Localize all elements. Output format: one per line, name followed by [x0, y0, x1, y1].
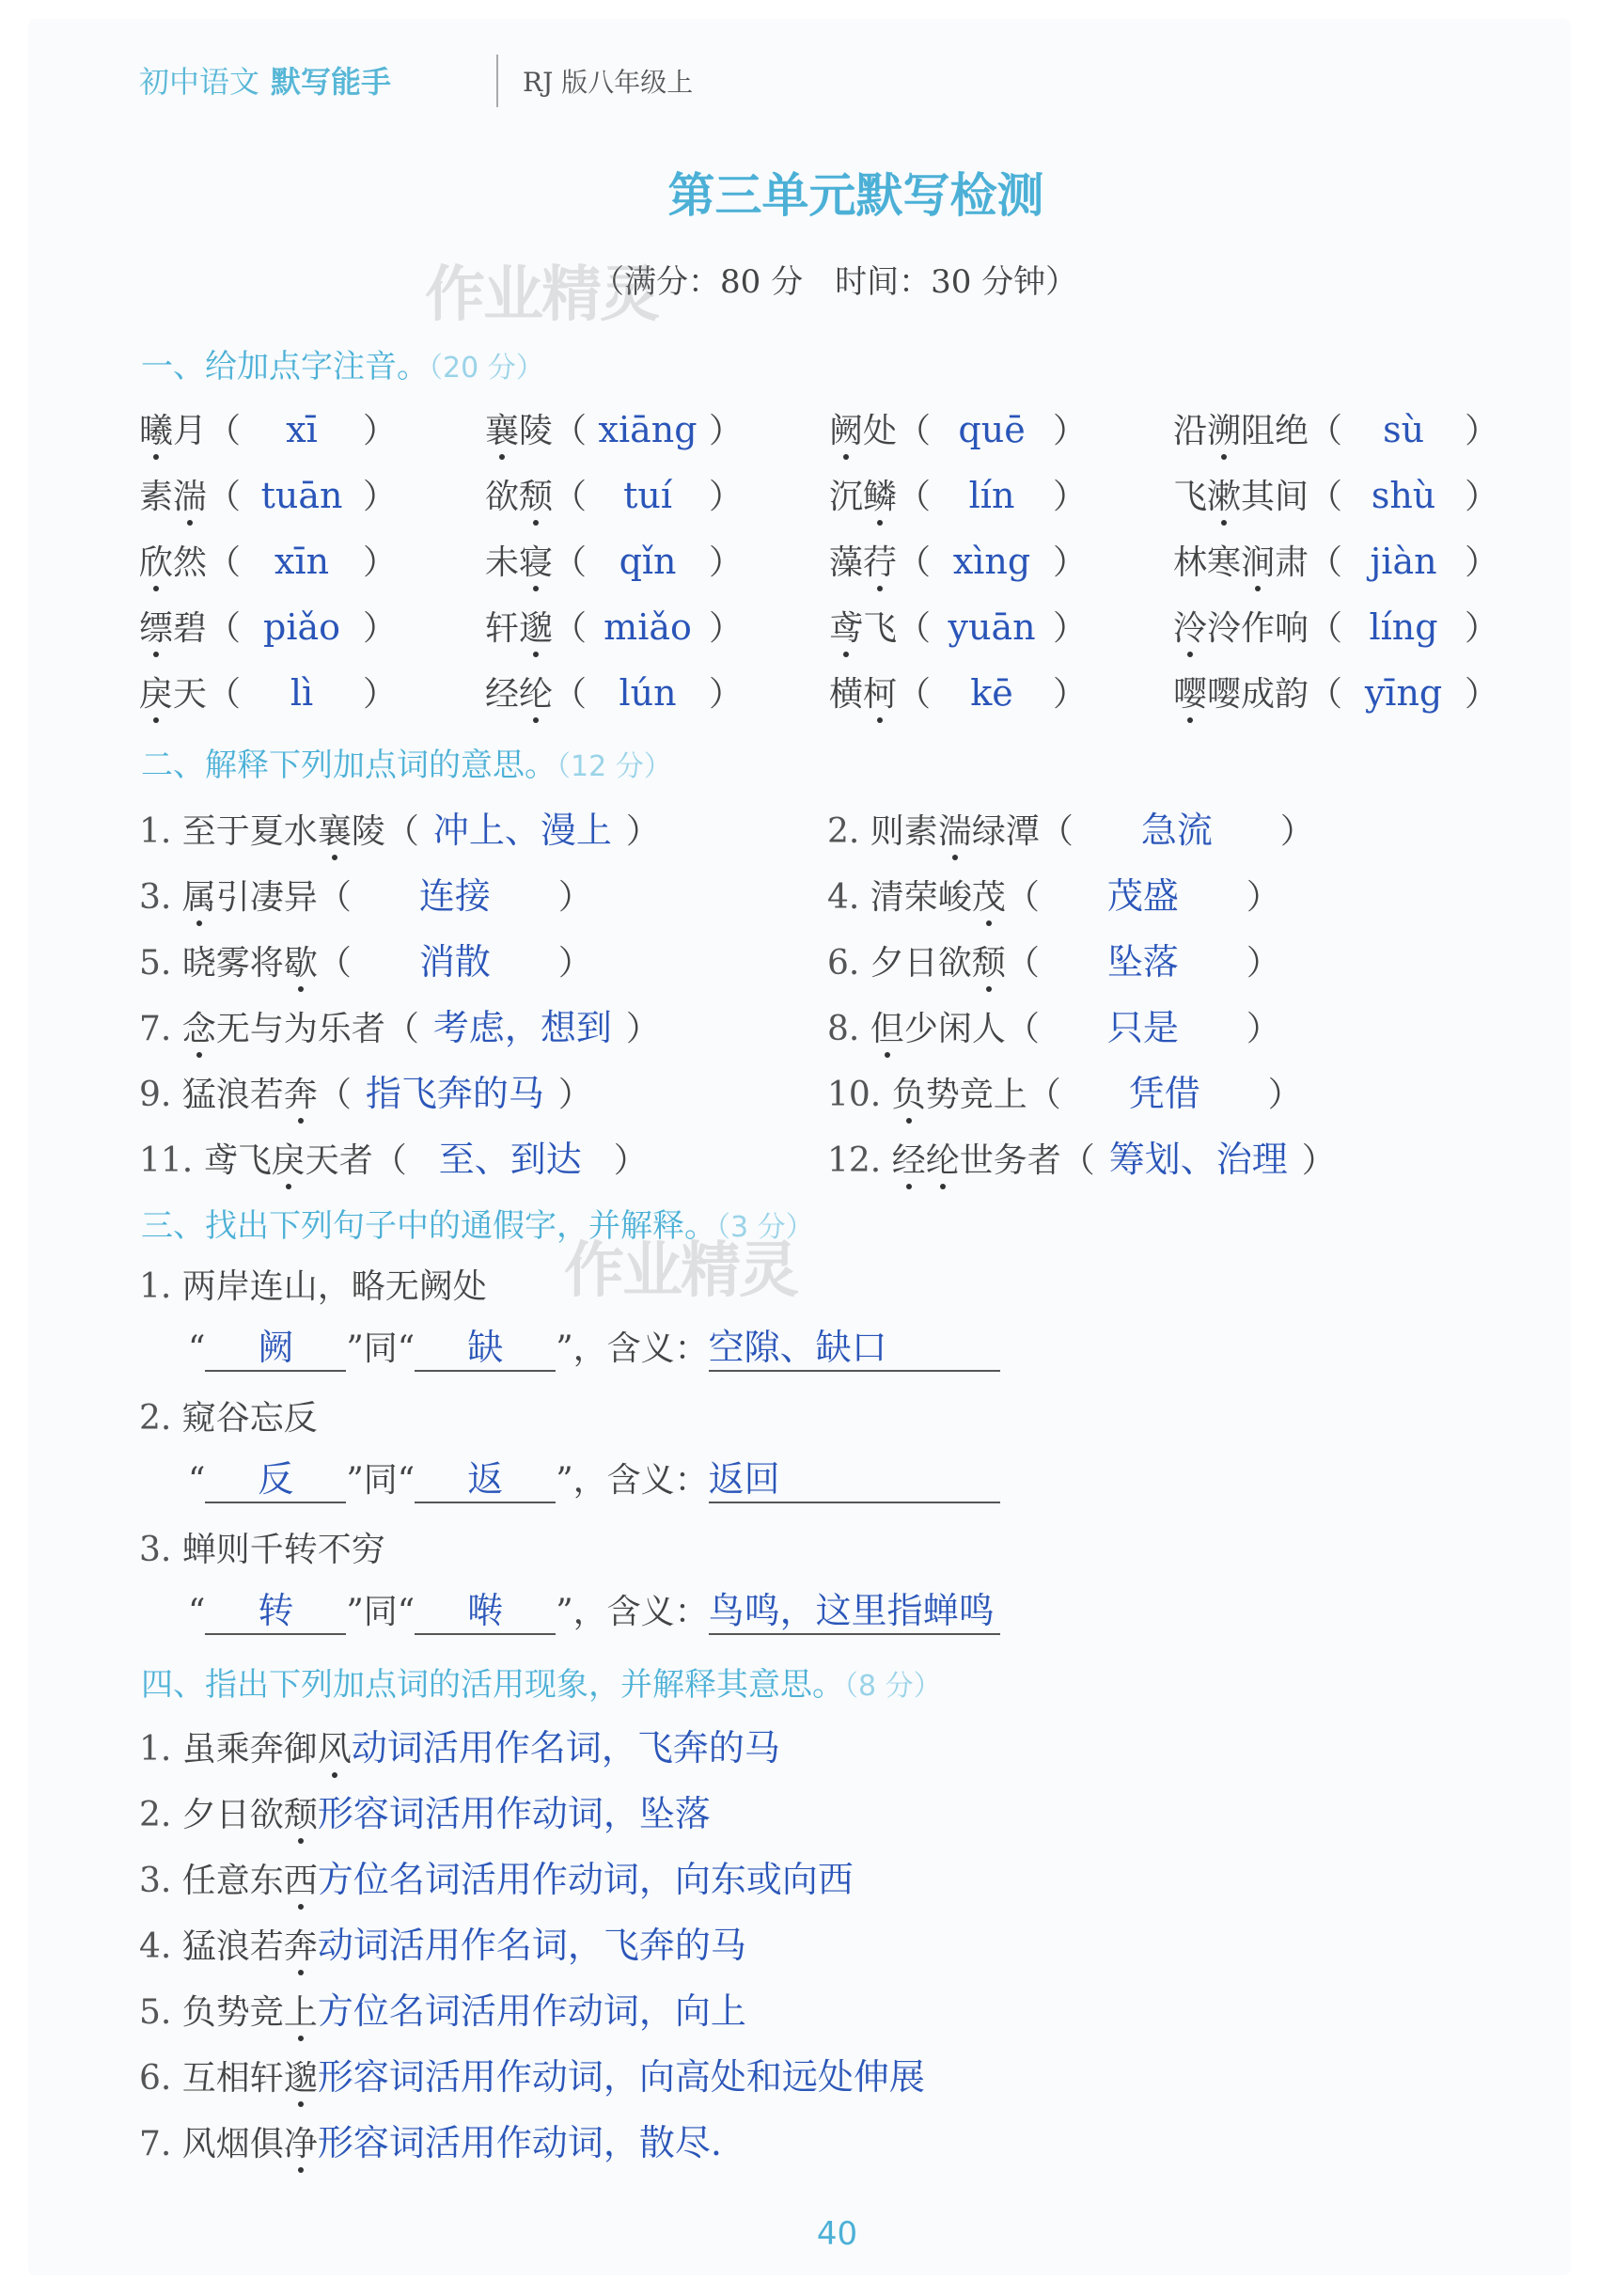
tongjia-sentence	[139, 1260, 487, 1308]
dotted-char: 缥	[139, 609, 174, 648]
pinyin-word: 曦月	[139, 412, 208, 450]
item-number: 4.	[827, 878, 870, 917]
dotted-char: 鸢	[829, 609, 864, 648]
pinyin-item: 藻荇（ xìng ）	[829, 541, 1088, 582]
definition-phrase: 属引凄异	[181, 878, 318, 917]
conversion-answer[interactable]: 形容词活用作动词，向高处和远处伸展	[317, 2056, 925, 2098]
original-char-blank[interactable]: 返	[415, 1450, 556, 1503]
definition-answer[interactable]: 指飞奔的马	[365, 1073, 544, 1114]
definition-phrase: 则素湍绿潭	[870, 812, 1040, 851]
pinyin-answer[interactable]: sù	[1383, 409, 1425, 450]
conversion-answer[interactable]: 动词活用作名词，飞奔的马	[317, 1925, 746, 1966]
dotted-char: 纶	[519, 675, 554, 714]
pinyin-word: 戾天	[139, 675, 208, 714]
dotted-char: 经	[891, 1141, 926, 1180]
item-number: 6.	[827, 944, 870, 983]
dotted-char: 湍	[173, 478, 208, 516]
header-edition: RJ 版八年级上	[523, 67, 694, 98]
definition-phrase: 晓雾将歇	[181, 944, 318, 983]
item-number: 8.	[827, 1010, 870, 1048]
meaning-blank[interactable]: 返回	[709, 1450, 1000, 1503]
conversion-answer[interactable]: 方位名词活用作动词，向上	[317, 1990, 746, 2032]
definition-item: 8. 但少闲人（ 只是 ）	[827, 999, 1280, 1050]
dotted-char: 阙	[829, 412, 864, 450]
pinyin-word: 鸢飞	[829, 609, 898, 648]
pinyin-word: 横柯	[829, 675, 898, 714]
tongjia-char-blank[interactable]: 反	[205, 1450, 346, 1503]
pinyin-answer[interactable]: yīng	[1364, 672, 1443, 714]
pinyin-answer[interactable]: kē	[970, 672, 1013, 714]
pinyin-word: 欲颓	[485, 478, 554, 516]
definition-phrase: 经纶世务者	[891, 1141, 1061, 1180]
dotted-char: 颓	[283, 1796, 318, 1834]
conversion-item	[139, 1982, 746, 2034]
dotted-char: 负	[891, 1076, 926, 1114]
definition-item: 5. 晓雾将歇（ 消散 ）	[139, 933, 592, 984]
pinyin-item: 欣然（ xīn ）	[139, 541, 398, 582]
item-number: 2.	[139, 1796, 182, 1834]
item-number: 4.	[139, 1927, 182, 1966]
meaning-blank[interactable]: 鸟鸣，这里指蝉鸣	[709, 1581, 1000, 1635]
pinyin-answer[interactable]: tuí	[623, 475, 672, 516]
conversion-phrase: 虽乘奔御风	[181, 1730, 352, 1769]
pinyin-word: 经纶	[485, 675, 554, 714]
tongjia-sentence	[139, 1392, 318, 1439]
pinyin-word: 藻荇	[829, 543, 898, 582]
dotted-char: 但	[870, 1010, 904, 1048]
definition-answer[interactable]: 筹划、治理	[1108, 1139, 1288, 1180]
pinyin-answer[interactable]: quē	[958, 409, 1026, 450]
pinyin-item: 缥碧（ piǎo ）	[139, 606, 398, 648]
item-number: 5.	[139, 944, 182, 983]
conversion-answer[interactable]: 方位名词活用作动词，向东或向西	[317, 1859, 854, 1900]
definition-phrase: 至于夏水襄陵	[181, 812, 385, 851]
page-number: 40	[816, 2215, 858, 2253]
definition-item: 7. 念无与为乐者（ 考虑，想到 ）	[139, 999, 660, 1050]
item-number: 7.	[139, 2125, 182, 2163]
pinyin-item: 襄陵（ xiāng ）	[485, 409, 744, 450]
definition-phrase: 猛浪若奔	[181, 1076, 318, 1114]
sentence-text: 两岸连山，略无阙处	[181, 1267, 487, 1306]
pinyin-answer[interactable]: xīn	[274, 541, 330, 582]
pinyin-word: 襄陵	[485, 412, 554, 450]
pinyin-word: 欣然	[139, 543, 208, 582]
sentence-text: 窥谷忘反	[181, 1399, 318, 1438]
pinyin-word: 阙处	[829, 412, 898, 450]
pinyin-item: 欲颓（ tuí ）	[485, 475, 744, 516]
definition-answer[interactable]: 考虑，想到	[432, 1007, 612, 1048]
tongjia-char-blank[interactable]: 阙	[205, 1318, 346, 1372]
definition-answer[interactable]: 至、到达	[438, 1139, 582, 1180]
header-series: 初中语文 默写能手	[139, 64, 392, 100]
definition-answer[interactable]: 坠落	[1106, 941, 1179, 983]
original-char-blank[interactable]: 缺	[415, 1318, 556, 1372]
pinyin-word: 泠泠作响	[1173, 609, 1309, 648]
item-number: 3.	[139, 1862, 182, 1900]
item-number: 2.	[827, 812, 870, 851]
pinyin-word: 飞漱其间	[1173, 478, 1309, 516]
item-number: 9.	[139, 1076, 182, 1114]
definition-item: 12. 经纶世务者（ 筹划、治理 ）	[827, 1130, 1336, 1182]
pinyin-answer[interactable]: shù	[1371, 475, 1436, 516]
pinyin-word: 嘤嘤成韵	[1173, 675, 1309, 714]
pinyin-item: 沿溯阻绝（ sù ）	[1173, 409, 1499, 450]
conversion-phrase: 猛浪若奔	[181, 1927, 318, 1966]
dotted-char: 邈	[283, 2059, 318, 2098]
dotted-char: 泠	[1173, 609, 1208, 648]
item-number: 1.	[139, 1267, 182, 1306]
definition-item: 4. 清荣峻茂（ 茂盛 ）	[827, 867, 1280, 919]
pinyin-item: 素湍（ tuān ）	[139, 475, 398, 516]
pinyin-word: 沿溯阻绝	[1173, 412, 1309, 450]
item-number: 3.	[139, 1531, 182, 1569]
section-2-heading: 二、解释下列加点词的意思。（12 分）	[141, 747, 672, 784]
section-1-heading: 一、给加点字注音。（20 分）	[141, 348, 544, 385]
definition-phrase: 但少闲人	[870, 1010, 1006, 1048]
dotted-char: 西	[283, 1862, 318, 1900]
dotted-char: 茂	[971, 878, 1006, 917]
dotted-char: 漱	[1207, 478, 1242, 516]
dotted-char: 涧	[1241, 543, 1276, 582]
definition-phrase: 鸢飞戾天者	[203, 1141, 373, 1180]
dotted-char: 净	[283, 2125, 318, 2163]
definition-item: 9. 猛浪若奔（ 指飞奔的马 ）	[139, 1064, 592, 1116]
dotted-char: 念	[181, 1010, 216, 1048]
conversion-item	[139, 1850, 854, 1902]
item-number: 6.	[139, 2059, 182, 2098]
pinyin-answer[interactable]: lún	[619, 672, 677, 714]
tongjia-answer-line: “ 转 ”同“ 啭 ”，含义：鸟鸣，这里指蝉鸣	[188, 1581, 1000, 1635]
pinyin-word: 未寝	[485, 543, 554, 582]
pinyin-word: 素湍	[139, 478, 208, 516]
definition-item: 1. 至于夏水襄陵（ 冲上、漫上 ）	[139, 801, 660, 853]
watermark: 作业精灵	[425, 260, 658, 330]
pinyin-answer[interactable]: xiāng	[598, 409, 698, 450]
tongjia-answer-line: “ 阙 ”同“ 缺 ”，含义：空隙、缺口	[188, 1318, 1000, 1372]
pinyin-item: 飞漱其间（ shù ）	[1173, 475, 1499, 516]
item-number: 5.	[139, 1993, 182, 2032]
dotted-char: 曦	[139, 412, 174, 450]
dotted-char: 襄	[485, 412, 520, 450]
tongjia-sentence	[139, 1523, 385, 1571]
definition-answer[interactable]: 急流	[1140, 810, 1213, 851]
pinyin-item: 经纶（ lún ）	[485, 672, 744, 714]
dotted-char: 上	[283, 1993, 318, 2032]
pinyin-answer[interactable]: tuān	[260, 475, 343, 516]
pinyin-word: 缥碧	[139, 609, 208, 648]
pinyin-item: 沉鳞（ lín ）	[829, 475, 1088, 516]
item-number: 1.	[139, 812, 182, 851]
dotted-char: 湍	[937, 812, 972, 851]
section-4-heading: 四、指出下列加点词的活用现象，并解释其意思。（8 分）	[141, 1666, 942, 1704]
pinyin-answer[interactable]: yuān	[948, 606, 1036, 648]
definition-phrase: 念无与为乐者	[181, 1010, 385, 1048]
pinyin-item: 横柯（ kē ）	[829, 672, 1088, 714]
pinyin-answer[interactable]: lín	[968, 475, 1015, 516]
pinyin-item: 戾天（ lì ）	[139, 672, 398, 714]
item-number: 7.	[139, 1010, 182, 1048]
pinyin-word: 沉鳞	[829, 478, 898, 516]
conversion-phrase: 负势竞上	[181, 1993, 318, 2032]
dotted-char: 柯	[863, 675, 898, 714]
conversion-item	[139, 1719, 780, 1770]
conversion-item	[139, 1916, 746, 1968]
definition-item: 10. 负势竞上（ 凭借 ）	[827, 1064, 1302, 1116]
dotted-char: 欣	[139, 543, 174, 582]
item-number: 10.	[827, 1076, 892, 1114]
conversion-item	[139, 1785, 711, 1836]
definition-item: 11. 鸢飞戾天者（ 至、到达 ）	[139, 1130, 648, 1182]
conversion-phrase: 任意东西	[181, 1862, 318, 1900]
dotted-char: 纶	[925, 1141, 960, 1180]
dotted-char: 奔	[283, 1927, 318, 1966]
pinyin-answer[interactable]: piǎo	[263, 606, 341, 648]
definition-phrase: 夕日欲颓	[870, 944, 1006, 983]
meaning-blank[interactable]: 空隙、缺口	[709, 1318, 1000, 1372]
definition-phrase: 清荣峻茂	[870, 878, 1006, 917]
item-number: 2.	[139, 1399, 182, 1438]
dotted-char: 奔	[283, 1076, 318, 1114]
pinyin-answer[interactable]: qǐn	[619, 541, 677, 582]
pinyin-item: 泠泠作响（ líng ）	[1173, 606, 1499, 648]
pinyin-item: 林寒涧肃（ jiàn ）	[1173, 541, 1499, 582]
header-divider	[496, 55, 498, 107]
dotted-char: 歇	[283, 944, 318, 983]
item-number: 11.	[139, 1141, 204, 1180]
conversion-answer[interactable]: 形容词活用作动词，坠落	[317, 1793, 711, 1834]
dotted-char: 戾	[139, 675, 174, 714]
page-title: 第三单元默写检测	[667, 168, 1044, 223]
dotted-char: 属	[181, 878, 216, 917]
definition-answer[interactable]: 凭借	[1128, 1073, 1200, 1114]
dotted-char: 荇	[863, 543, 898, 582]
definition-answer[interactable]: 冲上、漫上	[432, 810, 612, 851]
exam-info: （满分：80 分 时间：30 分钟）	[592, 263, 1078, 301]
item-number: 12.	[827, 1141, 892, 1180]
definition-phrase: 负势竞上	[891, 1076, 1027, 1114]
definition-answer[interactable]: 只是	[1106, 1007, 1179, 1048]
conversion-item	[139, 2048, 925, 2099]
section-3-heading: 三、找出下列句子中的通假字，并解释。（3 分）	[141, 1207, 814, 1245]
item-number: 3.	[139, 878, 182, 917]
pinyin-word: 轩邈	[485, 609, 554, 648]
pinyin-item: 未寝（ qǐn ）	[485, 541, 744, 582]
dotted-char: 嘤	[1173, 675, 1208, 714]
conversion-phrase: 互相轩邈	[181, 2059, 318, 2098]
tongjia-answer-line: “ 反 ”同“ 返 ”，含义：返回	[188, 1450, 1000, 1503]
dotted-char: 邈	[519, 609, 554, 648]
conversion-answer[interactable]: 动词活用作名词，飞奔的马	[351, 1727, 780, 1769]
conversion-phrase: 夕日欲颓	[181, 1796, 318, 1834]
definition-item: 2. 则素湍绿潭（ 急流 ）	[827, 801, 1314, 853]
pinyin-answer[interactable]: líng	[1369, 606, 1438, 648]
dotted-char: 戾	[271, 1141, 306, 1180]
watermark: 作业精灵	[564, 1236, 797, 1306]
conversion-answer[interactable]: 形容词活用作动词，散尽.	[317, 2122, 722, 2163]
dotted-char: 鳞	[863, 478, 898, 516]
pinyin-answer[interactable]: xìng	[952, 541, 1031, 582]
pinyin-answer[interactable]: miǎo	[604, 606, 692, 648]
tongjia-char-blank[interactable]: 转	[205, 1581, 346, 1635]
conversion-phrase: 风烟俱净	[181, 2125, 318, 2163]
header-brand: 默写能手	[271, 64, 392, 100]
pinyin-word: 林寒涧肃	[1173, 543, 1309, 582]
definition-item: 6. 夕日欲颓（ 坠落 ）	[827, 933, 1280, 984]
pinyin-item: 鸢飞（ yuān ）	[829, 606, 1088, 648]
pinyin-item: 轩邈（ miǎo ）	[485, 606, 744, 648]
pinyin-answer[interactable]: jiàn	[1370, 541, 1437, 582]
definition-answer[interactable]: 消散	[418, 941, 491, 983]
dotted-char: 溯	[1207, 412, 1242, 450]
definition-item: 3. 属引凄异（ 连接 ）	[139, 867, 592, 919]
item-number: 1.	[139, 1730, 182, 1769]
dotted-char: 风	[317, 1730, 352, 1769]
definition-answer[interactable]: 茂盛	[1106, 875, 1179, 917]
dotted-char: 颓	[519, 478, 554, 516]
definition-answer[interactable]: 连接	[418, 875, 491, 917]
original-char-blank[interactable]: 啭	[415, 1581, 556, 1635]
pinyin-item: 嘤嘤成韵（ yīng ）	[1173, 672, 1499, 714]
pinyin-answer[interactable]: xī	[286, 409, 318, 450]
dotted-char: 襄	[317, 812, 352, 851]
pinyin-item: 曦月（ xī ）	[139, 409, 398, 450]
pinyin-item: 阙处（ quē ）	[829, 409, 1088, 450]
sentence-text: 蝉则千转不穷	[181, 1531, 385, 1569]
dotted-char: 颓	[971, 944, 1006, 983]
pinyin-answer[interactable]: lì	[290, 672, 314, 714]
dotted-char: 寝	[519, 543, 554, 582]
conversion-item	[139, 2114, 722, 2165]
